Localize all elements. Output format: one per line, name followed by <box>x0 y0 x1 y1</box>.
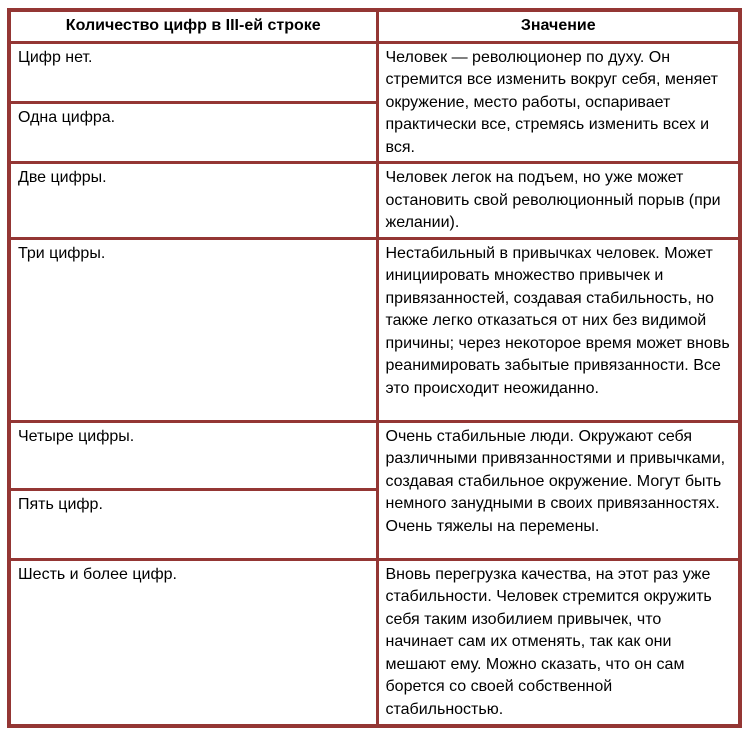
digit-meaning-table <box>7 8 742 728</box>
cell-meaning-light-footed: Человек легок на подъем, но уже может остановить свой революционный порыв (при желании). <box>377 163 740 239</box>
cell-digit-count-five: Пять цифр. <box>9 489 377 559</box>
cell-digit-count-one: Одна цифра. <box>9 102 377 162</box>
cell-digit-count-four: Четыре цифры. <box>9 421 377 489</box>
cell-meaning-revolutionary: Человек — революционер по духу. Он стремится все изменить вокруг себя, меняет окружение, место работы, оспаривает практически все, стремясь изменить всех и вся. <box>377 42 740 163</box>
column-header-meaning: Значение <box>377 10 740 42</box>
table-row <box>9 42 740 102</box>
cell-digit-count-six-or-more: Шесть и более цифр. <box>9 559 377 726</box>
column-header-digit-count: Количество цифр в III-ей строке <box>9 10 377 42</box>
cell-meaning-very-stable: Очень стабильные люди. Окружают себя различными привязанностями и привычками, создавая стабильное окружение. Могут быть немного занудными в своих привязанностях. Очень тяжелы на перемены. <box>377 421 740 559</box>
cell-meaning-stability-overload: Вновь перегрузка качества, на этот раз уже стабильности. Человек стремится окружить себя таким изобилием привычек, что начинает сам их отменять, так как они мешают ему. Можно сказать, что он сам борется со своей собственной стабильностью. <box>377 559 740 726</box>
cell-digit-count-three: Три цифры. <box>9 238 377 421</box>
table-row <box>9 238 740 421</box>
header-row <box>9 10 740 42</box>
cell-digit-count-two: Две цифры. <box>9 163 377 239</box>
table-row <box>9 559 740 726</box>
cell-digit-count-none: Цифр нет. <box>9 42 377 102</box>
cell-meaning-unstable-habits: Нестабильный в привычках человек. Может инициировать множество привычек и привязанностей, создавая стабильность, но также легко отказаться от них без видимой причины; через некоторое время может вновь реанимировать забытые привязанности. Все это происходит неожиданно. <box>377 238 740 421</box>
table-row <box>9 163 740 239</box>
table-row <box>9 421 740 489</box>
